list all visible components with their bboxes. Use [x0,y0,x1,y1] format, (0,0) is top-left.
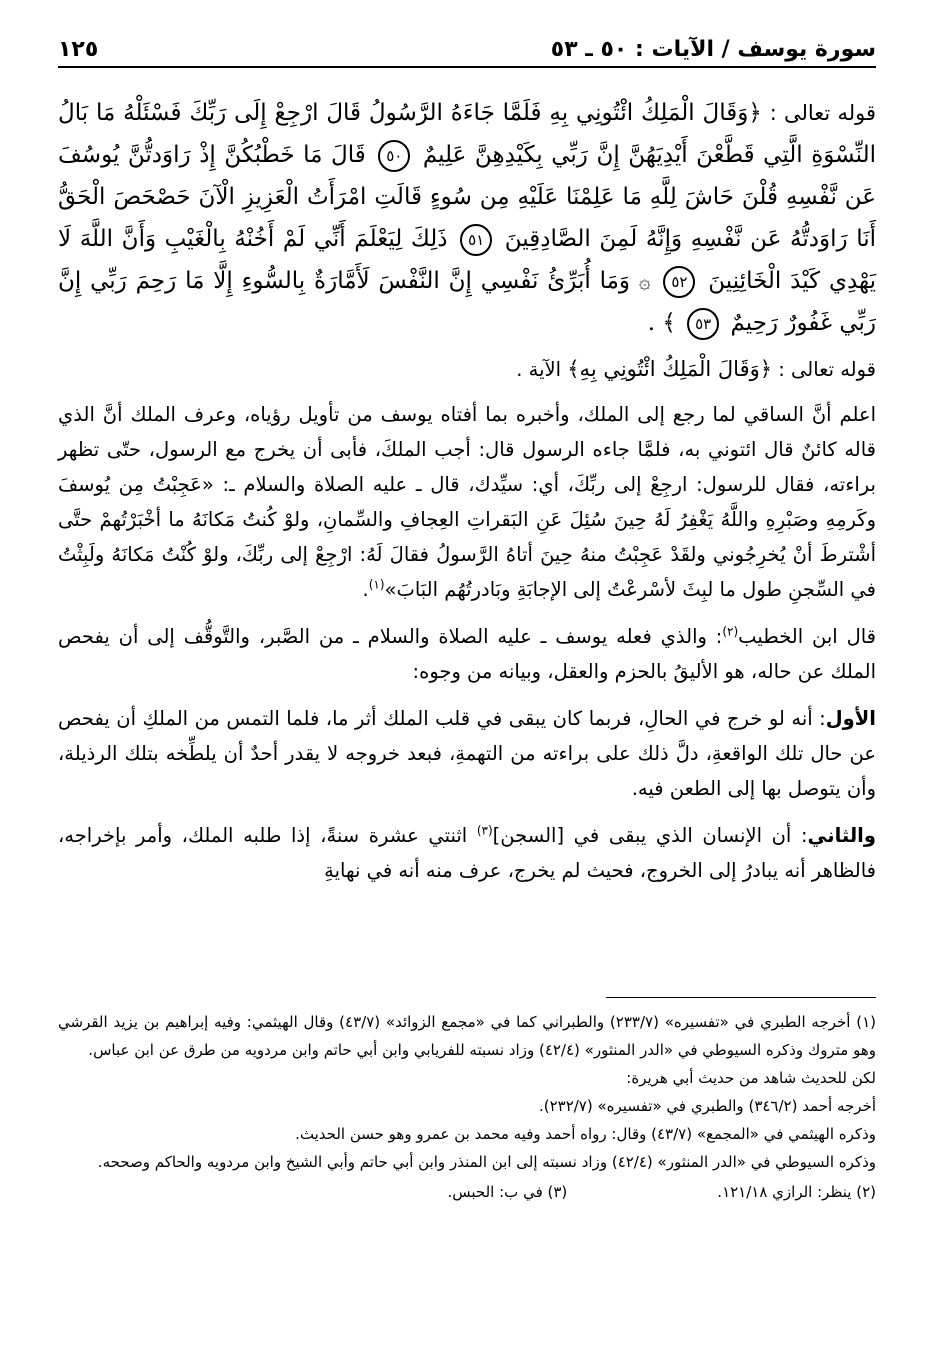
footnote-ref[interactable]: (١) [368,577,385,592]
paragraph-text: : أن الإنسان الذي يبقى في [السجن] [492,824,808,847]
footnote-1: (١) أخرجه الطبري في «تفسيره» (٢٣٣/٧) والطبراني كما في «مجمع الزوائد» (٤٣/٧) وقال الهيثمي: وفيه إبراهيم بن يزيد القرشي وهو متروك وذكره السيوطي في «الدر المنثور» (٤٢/٤) وزاد نسبته للفريابي وابن أبي حاتم وابن مردويه من طرق عن ابن عباس. [58,1013,877,1059]
verse-segment: ذَلِكَ لِيَعْلَمَ أَنِّي لَمْ أَخُنْهُ بِالْغَيْبِ وَأَنَّ اللَّهَ لَا يَهْدِي كَيْدَ الْخَائِنِينَ [58,226,877,294]
ayah-number-marker: ٥١ [460,224,492,256]
footnote-3: (٣) في ب: الحبس. [447,1183,568,1201]
ayah-number-marker: ٥٠ [378,140,410,172]
hizb-star-icon: ۞ [638,269,651,293]
heading-verse: ﴿وَقَالَ الْمَلِكُ ائْتُونِي بِهِ﴾ [567,357,773,381]
paragraph-text: اثنتي عشرة سنةً، إذا طلبه الملك، وأمر بإخراجه، فالظاهر أنه يبادرُ إلى الخروج، فحيث لم يخرج، عرف منه أنه في نهايةِ [58,824,876,882]
heading-tail: الآية . [516,358,562,381]
footnote-ref[interactable]: (٣) [476,823,493,838]
paragraph-3 [58,701,876,806]
section-heading [58,352,876,387]
paragraph-text: قال ابن الخطيب [738,625,876,648]
quran-lead: قوله تعالى : [769,101,877,125]
footnote-1-line: وذكره الهيثمي في «المجمع» (٤٣/٧) وقال: رواه أحمد وفيه محمد بن عمرو وهو حسن الحديث. [295,1125,876,1143]
footnote-separator [606,997,876,998]
paragraph-text: : أنه لو خرج في الحالِ، فربما كان يبقى في قلب الملك أثر ما، فلما التمس من الملكِ أن يفحص عن حال تلك الواقعةِ، دلَّ ذلك على براءته من التهمةِ، فبعد خروجه لا يقدر أحدٌ أن يلطِّخه بتلك الرذيلة، وأن يتوصل بها إلى الطعن فيه. [58,707,876,800]
footnotes [58,1008,876,1206]
running-header [58,30,876,68]
paragraph-1 [58,397,876,607]
paragraph-text: : والذي فعله يوسف ـ عليه الصلاة والسلام ـ من الصَّبر، والتَّوقُّف إلى أن يفحص الملك عن حاله، هو الأليقُ بالحزم والعقل، وبيانه من وجوه: [58,625,876,683]
heading-lead: قوله تعالى : [778,358,876,381]
verse-close: ﴾ . [647,310,676,336]
ayah-number-marker: ٥٢ [663,266,695,298]
footnote-1-line: لكن للحديث شاهد من حديث أبي هريرة: [626,1069,876,1087]
header-title: سورة يوسف / الآيات : ٥٠ ـ ٥٣ [550,37,876,62]
verse-segment: وَمَا أُبَرِّئُ نَفْسِي إِنَّ النَّفْسَ لَأَمَّارَةٌ بِالسُّوءِ إِلَّا مَا رَحِمَ رَبِّي إِنَّ رَبِّي غَفُورٌ رَحِيمٌ [58,268,876,336]
paragraph-end: . [362,578,369,601]
ayah-number-marker: ٥٣ [687,308,719,340]
footnote-1-line: أخرجه أحمد (٣٤٦/٢) والطبري في «تفسيره» (٢٣٢/٧). [538,1097,876,1115]
footnotes-row [58,1178,876,1206]
point-label: الأول [825,707,876,730]
paragraph-text: اعلم أنَّ الساقي لما رجع إلى الملك، وأخبره بما أفتاه يوسف من تأويل رؤياه، وعرف الملك أنَّ الذي قاله كائنٌ قال ائتوني به، فلمَّا جاءه الرسول قال: أجب الملكَ، فأبى أن يخرج مع الرسول، حتّى تظهر براءته، فقال للرسول: ارجِعْ إلى ربِّكَ، أي: سيِّدك، قال ـ عليه الصلاة والسلام ـ: «عَجِبْتُ مِن يُوسفَ وكَرمِهِ وصَبْرِهِ واللَّهُ يَغْفِرُ لَهُ حِينَ سُئِلَ عَنِ البَقراتِ العِجافِ والسِّمانِ، ولوْ كُنتُ مَكانَهُ ما أخْبَرْتُهمْ حتَّى أشْترطَ أنْ يُخرِجُوني ولقَدْ عَجِبْتُ منهُ حِينَ أتاهُ الرَّسولُ فقالَ لَهُ: ارْجِعْ إلى ربِّكَ، ولوْ كُنْتُ مَكانَهُ ولَبِثْتُ في السِّجنِ طول ما لبِثَ لأسْرعْتُ إلى الإجابَةِ وبَادرتُهُم البَابَ» [58,403,876,601]
page-body [58,92,876,900]
footnote-1-line: وذكره السيوطي في «الدر المنثور» (٤٢/٤) وزاد نسبته إلى ابن المنذر وابن أبي حاتم وأبي الشيخ وابن مردويه والحاكم وصححه. [97,1153,876,1171]
paragraph-4 [58,818,876,888]
point-label: والثاني [807,824,876,847]
quran-verses-block [58,92,876,344]
verse-segment: ﴿وَقَالَ الْمَلِكُ ائْتُونِي بِهِ فَلَمَّا جَاءَهُ الرَّسُولُ قَالَ ارْجِعْ إِلَى رَبِّكَ فَسْئَلْهُ مَا بَالُ النِّسْوَةِ الَّتِي قَطَّعْنَ أَيْدِيَهُنَّ إِنَّ رَبِّي بِكَيْدِهِنَّ عَلِيمٌ [58,100,877,168]
footnote-2: (٢) ينظر: الرازي ١٢١/١٨. [717,1183,876,1201]
verse-segment: قَالَ مَا خَطْبُكُنَّ إِذْ رَاوَدتُّنَّ يُوسُفَ عَن نَّفْسِهِ قُلْنَ حَاشَ لِلَّهِ مَا عَلِمْنَا عَلَيْهِ مِن سُوءٍ قَالَتِ امْرَأَتُ الْعَزِيزِ الْآنَ حَصْحَصَ الْحَقُّ أَنَا رَاوَدتُّهُ عَن نَّفْسِهِ وَإِنَّهُ لَمِنَ الصَّادِقِينَ [58,142,877,252]
page-number: ١٢٥ [58,37,99,62]
paragraph-2 [58,619,876,689]
footnote-ref[interactable]: (٢) [722,624,739,639]
